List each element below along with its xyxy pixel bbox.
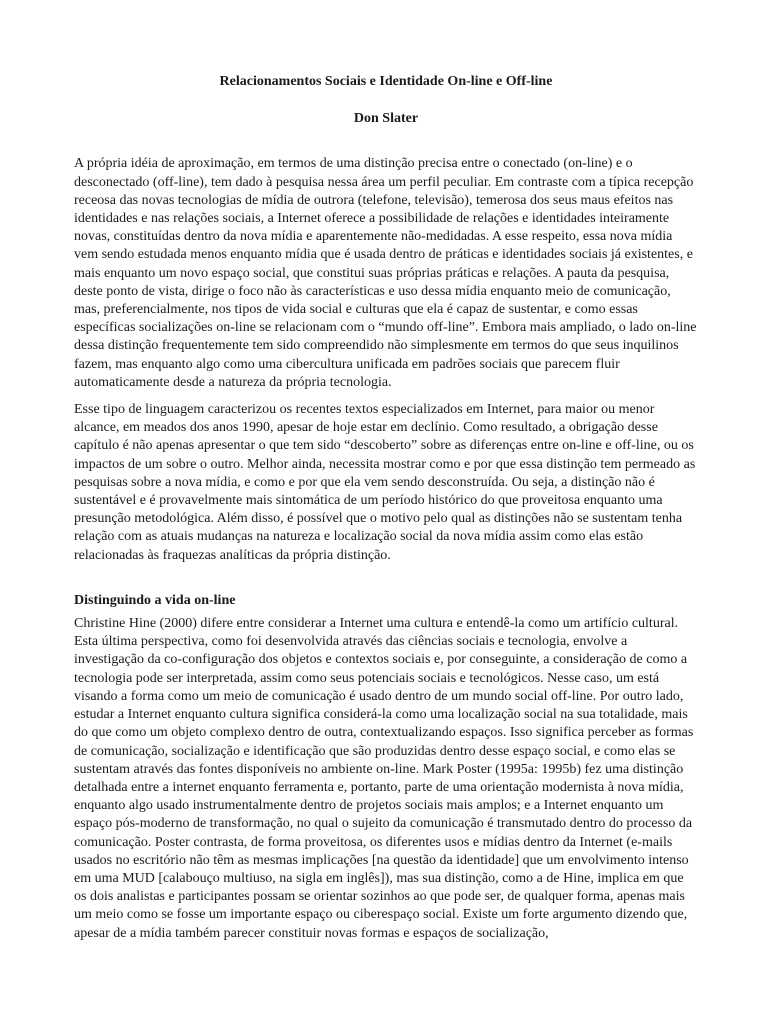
body-paragraph: Esse tipo de linguagem caracterizou os recentes textos especializados em Internet, para maior ou menor alcance, em meados dos anos 1990, apesar de hoje estar em declínio. Como resultado, a obrigação desse capítulo é não apenas apresentar o que tem sido “descoberto” sobre as diferenças entre on-line e off-line, ou os impactos de um sobre o outro. Melhor ainda, necessita mostrar como e por que essa distinção tem permeado as pesquisas sobre a nova mídia, e como e por que ela vem sendo desconstruída. Ou seja, a distinção não é sustentável e é provavelmente mais sintomática de um período histórico do que proveitosa enquanto uma presunção metodológica. Além disso, é possível que o motivo pelo qual as distinções não se sustentam tenha relação com as atuais mudanças na natureza e localização social da nova mídia assim como elas estão relacionadas às fraquezas analíticas da própria distinção. [74,402,696,563]
document-title: Relacionamentos Sociais e Identidade On-line e Off-line [219,74,553,89]
body-paragraph: A própria idéia de aproximação, em termos de uma distinção precisa entre o conectado (on-line) e o desconectado (off-line), tem dado à pesquisa nessa área um perfil peculiar. Em contraste com a típica recepção receosa das novas tecnologias de mídia de outrora (telefone, televisão), temerosa dos seus maus efeitos nas identidades e nas relações sociais, a Internet oferece a possibilidade de relações e identidades inteiramente novas, constituídas dentro da nova mídia e aparentemente não-medidadas. A esse respeito, essa nova mídia vem sendo estudada menos enquanto mídia que é usada dentro de práticas e identidades sociais já existentes, e mais enquanto um novo espaço social, que constitui suas próprias práticas e relações. A pauta da pesquisa, deste ponto de vista, dirige o foco não às características e uso dessa mídia enquanto meio de comunicação, mas, preferencialmente, nos tipos de vida social e culturas que ela é capaz de sustentar, e como essas específicas socializações on-line se relacionam com o “mundo off-line”. Embora mais ampliado, o lado on-line dessa distinção frequentemente tem sido compreendido não simplesmente em termos do que seus inquilinos fazem, mas enquanto algo como uma cibercultura unificada em padrões sociais que parecem fluir automaticamente desde a natureza da própria tecnologia. [74,156,697,390]
document-page [74,64,698,943]
section-heading: Distinguindo a vida on-line [74,592,236,608]
document-author: Don Slater [353,111,419,127]
section-paragraph: Christine Hine (2000) difere entre considerar a Internet uma cultura e entendê-la como um artifício cultural. Esta última perspectiva, como foi desenvolvida através das ciências sociais e tecnologia, envolve a investigação da co-configuração dos objetos e contextos sociais e, por conseguinte, a consideração de como a tecnologia pode ser interpretada, assim como seus potenciais sociais e tecnológicos. Nesse caso, um está visando a forma como um meio de comunicação é usado dentro de um mundo social off-line. Por outro lado, estudar a Internet enquanto cultura significa considerá-la como uma localização social na sua totalidade, mais do que como um objeto complexo dentro de outra, contextualizando espaços. Isso significa perceber as formas de comunicação, socialização e identificação que são produzidas dentro desse espaço social, e como elas se sustentam através das fontes disponíveis no ambiente on-line. Mark Poster (1995a: 1995b) fez uma distinção detalhada entre a internet enquanto ferramenta e, portanto, parte de uma orientação modernista à nova mídia, enquanto algo usado instrumentalmente dentro de projetos sociais mais amplos; e a Internet enquanto um espaço pós-moderno de transformação, no qual o sujeito da comunicação é transmutado dentro do processo da comunicação. Poster contrasta, de forma proveitosa, os diferentes usos e mídias dentro da Internet (e-mails usados no escritório não têm as mesmas implicações [na questão da identidade] que um envolvimento intenso em uma MUD [calabouço multiuso, na sigla em inglês]), mas sua distinção, como a de Hine, implica em que os dois analistas e participantes possam se orientar sozinhos ao que pode ser, de qualquer forma, apenas mais um meio como se fosse um importante espaço ou ciberespaço social. Existe um forte argumento dizendo que, apesar de a mídia também parecer constituir novas formas e espaços de socialização, [74,616,694,941]
